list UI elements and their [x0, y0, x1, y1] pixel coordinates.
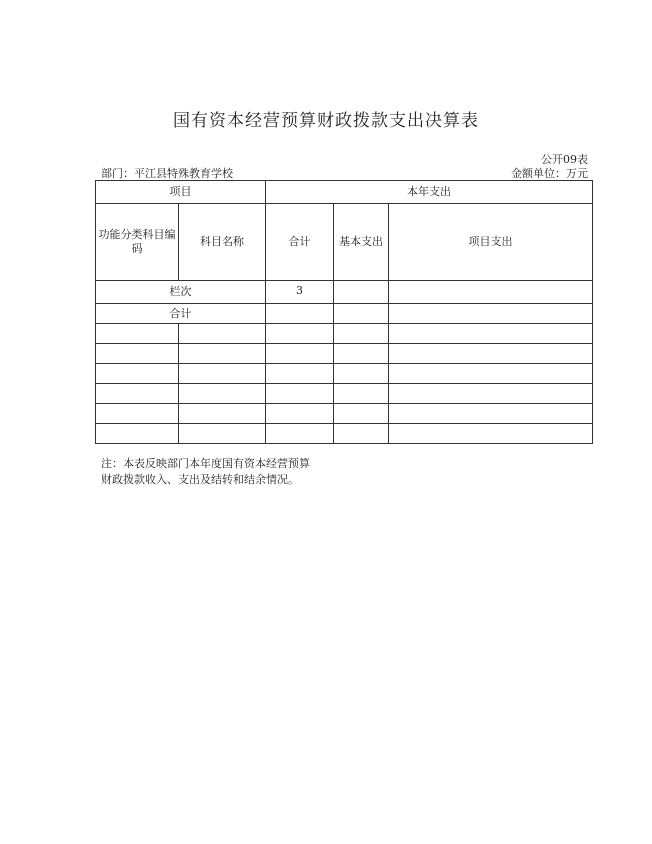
header-current-year: 本年支出	[266, 181, 593, 204]
table-cell	[96, 404, 179, 424]
header-subject-name: 科目名称	[179, 204, 266, 281]
header-basic-expenditure: 基本支出	[334, 204, 389, 281]
table-cell	[266, 344, 334, 364]
table-header-row-1	[96, 181, 593, 204]
index-row	[96, 281, 593, 304]
table-row	[96, 324, 593, 344]
page-title: 国有资本经营预算财政拨款支出决算表	[173, 111, 479, 131]
table-cell	[389, 344, 593, 364]
table-cell	[179, 404, 266, 424]
table-cell	[334, 404, 389, 424]
header-project: 项目	[96, 181, 266, 204]
index-label: 栏次	[96, 281, 266, 304]
total-row	[96, 304, 593, 324]
table-cell	[334, 304, 389, 324]
table-cell	[179, 424, 266, 444]
table-cell	[334, 324, 389, 344]
footnote	[101, 456, 310, 488]
table-cell	[266, 404, 334, 424]
table-cell	[389, 281, 593, 304]
table-cell	[96, 324, 179, 344]
footnote-line-1: 注：本表反映部门本年度国有资本经营预算	[101, 457, 310, 470]
table-cell	[179, 364, 266, 384]
table-cell	[389, 424, 593, 444]
table-cell	[266, 364, 334, 384]
footnote-line-2: 财政拨款收入、支出及结转和结余情况。	[101, 473, 299, 486]
header-function-code: 功能分类科目编码	[96, 204, 179, 281]
header-project-expenditure: 项目支出	[389, 204, 593, 281]
table-cell	[266, 324, 334, 344]
table-cell	[179, 384, 266, 404]
table-cell	[266, 424, 334, 444]
table-cell	[389, 404, 593, 424]
table-cell	[334, 344, 389, 364]
table-cell	[389, 304, 593, 324]
table-cell	[179, 344, 266, 364]
table-cell	[389, 384, 593, 404]
header-total: 合计	[266, 204, 334, 281]
table-cell	[266, 304, 334, 324]
table-cell	[96, 384, 179, 404]
table-header-row-2	[96, 204, 593, 281]
table-cell	[96, 424, 179, 444]
table-row	[96, 404, 593, 424]
expenditure-table	[95, 180, 593, 444]
table-cell	[334, 384, 389, 404]
table-cell	[334, 364, 389, 384]
table-cell	[266, 384, 334, 404]
unit-label: 金额单位：万元	[511, 167, 588, 180]
table-row	[96, 344, 593, 364]
table-cell	[334, 424, 389, 444]
table-cell	[96, 344, 179, 364]
table-row	[96, 364, 593, 384]
total-label: 合计	[96, 304, 266, 324]
form-number: 公开09表	[541, 153, 588, 166]
table-cell	[96, 364, 179, 384]
table-cell	[179, 324, 266, 344]
department-label: 部门：平江县特殊教育学校	[101, 167, 233, 180]
table-cell	[389, 324, 593, 344]
table-row	[96, 424, 593, 444]
index-value: 3	[266, 281, 334, 304]
table-cell	[334, 281, 389, 304]
table-row	[96, 384, 593, 404]
table-cell	[389, 364, 593, 384]
